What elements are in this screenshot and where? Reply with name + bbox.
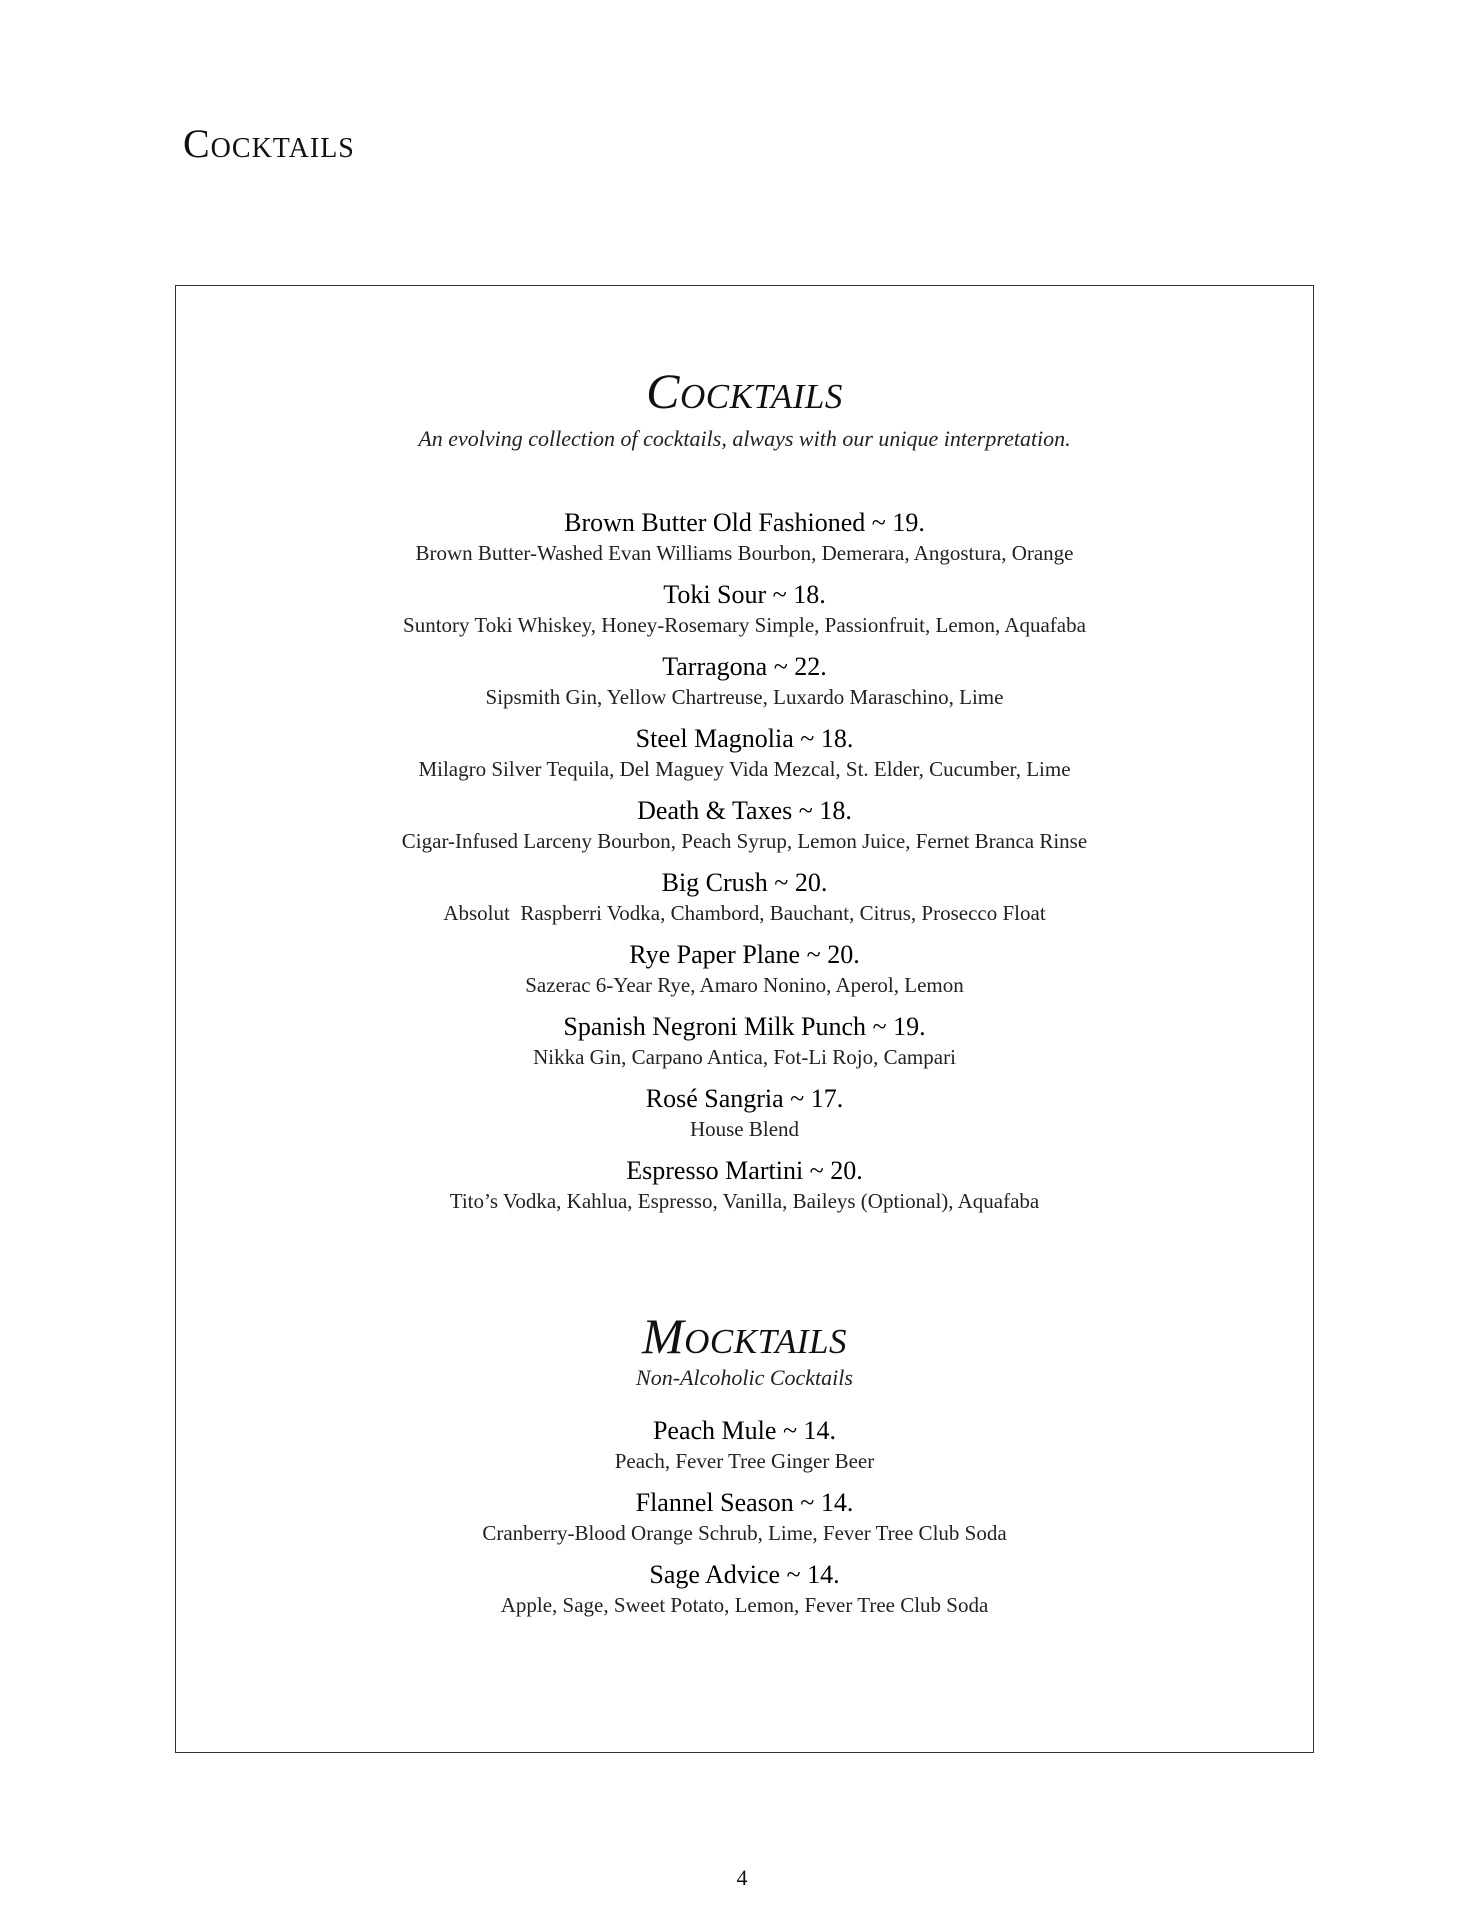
cocktail-item bbox=[176, 1082, 1313, 1154]
item-title bbox=[176, 650, 1313, 683]
item-name: Sage Advice bbox=[649, 1560, 787, 1589]
item-description: House Blend bbox=[689, 1117, 800, 1141]
item-title bbox=[176, 1558, 1313, 1591]
price-separator: ~ bbox=[793, 1488, 821, 1517]
price-separator: ~ bbox=[766, 580, 794, 609]
cocktail-item bbox=[176, 578, 1313, 650]
item-description: Nikka Gin, Carpano Antica, Fot-Li Rojo, Campari bbox=[533, 1045, 956, 1069]
page-heading: Cocktails bbox=[183, 121, 355, 166]
item-name: Tarragona bbox=[662, 652, 768, 681]
item-description: Apple, Sage, Sweet Potato, Lemon, Fever Tree Club Soda bbox=[500, 1593, 989, 1617]
item-name: Big Crush bbox=[661, 868, 768, 897]
cocktails-header bbox=[176, 363, 1313, 451]
item-price: 20. bbox=[794, 868, 828, 897]
item-description: Absolut Raspberri Vodka, Chambord, Bauchant, Citrus, Prosecco Float bbox=[443, 901, 1046, 925]
item-title bbox=[176, 866, 1313, 899]
price-separator: ~ bbox=[865, 508, 893, 537]
item-title bbox=[176, 1486, 1313, 1519]
item-description: Cigar-Infused Larceny Bourbon, Peach Syrup, Lemon Juice, Fernet Branca Rinse bbox=[401, 829, 1088, 853]
item-title bbox=[176, 1154, 1313, 1187]
item-description: Sazerac 6-Year Rye, Amaro Nonino, Aperol, Lemon bbox=[525, 973, 964, 997]
item-price: 20. bbox=[830, 1156, 863, 1185]
mocktail-item bbox=[176, 1486, 1313, 1558]
item-title bbox=[176, 938, 1313, 971]
price-separator: ~ bbox=[776, 1416, 804, 1445]
item-price: 14. bbox=[807, 1560, 840, 1589]
mocktails-title: Mocktails bbox=[642, 1308, 847, 1364]
item-description: Milagro Silver Tequila, Del Maguey Vida Mezcal, St. Elder, Cucumber, Lime bbox=[418, 757, 1071, 781]
price-separator: ~ bbox=[792, 796, 820, 825]
item-title bbox=[176, 1414, 1313, 1447]
cocktails-subtitle: An evolving collection of cocktails, always with our unique interpretation. bbox=[418, 426, 1071, 451]
item-price: 14. bbox=[820, 1488, 854, 1517]
item-name: Spanish Negroni Milk Punch bbox=[563, 1012, 867, 1041]
cocktail-item bbox=[176, 794, 1313, 866]
item-description: Peach, Fever Tree Ginger Beer bbox=[614, 1449, 875, 1473]
item-price: 17. bbox=[810, 1084, 844, 1113]
item-name: Toki Sour bbox=[663, 580, 767, 609]
page-number: 4 bbox=[736, 1865, 748, 1890]
cocktail-item bbox=[176, 650, 1313, 722]
item-name: Death & Taxes bbox=[637, 796, 793, 825]
item-name: Espresso Martini bbox=[626, 1156, 804, 1185]
item-description: Suntory Toki Whiskey, Honey-Rosemary Simple, Passionfruit, Lemon, Aquafaba bbox=[403, 613, 1086, 637]
price-separator: ~ bbox=[783, 1084, 811, 1113]
item-description: Brown Butter-Washed Evan Williams Bourbon, Demerara, Angostura, Orange bbox=[415, 541, 1074, 565]
item-name: Rye Paper Plane bbox=[629, 940, 801, 969]
item-title bbox=[176, 722, 1313, 755]
price-separator: ~ bbox=[800, 940, 828, 969]
cocktails-title: Cocktails bbox=[646, 363, 843, 419]
price-separator: ~ bbox=[786, 1560, 808, 1589]
cocktail-list bbox=[176, 506, 1313, 1226]
mocktail-list bbox=[176, 1414, 1313, 1630]
item-name: Brown Butter Old Fashioned bbox=[564, 508, 866, 537]
cocktail-item bbox=[176, 938, 1313, 1010]
item-price: 18. bbox=[793, 580, 826, 609]
menu-frame bbox=[175, 285, 1314, 1753]
item-title bbox=[176, 506, 1313, 539]
cocktail-item bbox=[176, 722, 1313, 794]
item-name: Flannel Season bbox=[635, 1488, 794, 1517]
item-name: Peach Mule bbox=[652, 1416, 777, 1445]
item-description: Cranberry-Blood Orange Schrub, Lime, Fever Tree Club Soda bbox=[482, 1521, 1007, 1545]
price-separator: ~ bbox=[803, 1156, 831, 1185]
item-price: 18. bbox=[819, 796, 852, 825]
cocktail-item bbox=[176, 866, 1313, 938]
mocktails-header bbox=[176, 1308, 1313, 1390]
item-price: 19. bbox=[893, 1012, 926, 1041]
item-price: 18. bbox=[820, 724, 854, 753]
item-title bbox=[176, 578, 1313, 611]
cocktail-item bbox=[176, 1010, 1313, 1082]
price-separator: ~ bbox=[767, 868, 795, 897]
price-separator: ~ bbox=[767, 652, 795, 681]
mocktail-item bbox=[176, 1414, 1313, 1486]
item-name: Rosé Sangria bbox=[645, 1084, 784, 1113]
item-description: Sipsmith Gin, Yellow Chartreuse, Luxardo Maraschino, Lime bbox=[485, 685, 1004, 709]
cocktail-item bbox=[176, 506, 1313, 578]
item-title bbox=[176, 794, 1313, 827]
item-title bbox=[176, 1010, 1313, 1043]
price-separator: ~ bbox=[793, 724, 821, 753]
item-description: Tito’s Vodka, Kahlua, Espresso, Vanilla, Baileys (Optional), Aquafaba bbox=[449, 1189, 1040, 1213]
item-name: Steel Magnolia bbox=[635, 724, 794, 753]
price-separator: ~ bbox=[866, 1012, 894, 1041]
item-price: 19. bbox=[892, 508, 925, 537]
item-title bbox=[176, 1082, 1313, 1115]
cocktail-item bbox=[176, 1154, 1313, 1226]
mocktail-item bbox=[176, 1558, 1313, 1630]
mocktails-subtitle: Non-Alcoholic Cocktails bbox=[636, 1365, 853, 1390]
item-price: 14. bbox=[803, 1416, 837, 1445]
item-price: 20. bbox=[827, 940, 860, 969]
item-price: 22. bbox=[794, 652, 827, 681]
